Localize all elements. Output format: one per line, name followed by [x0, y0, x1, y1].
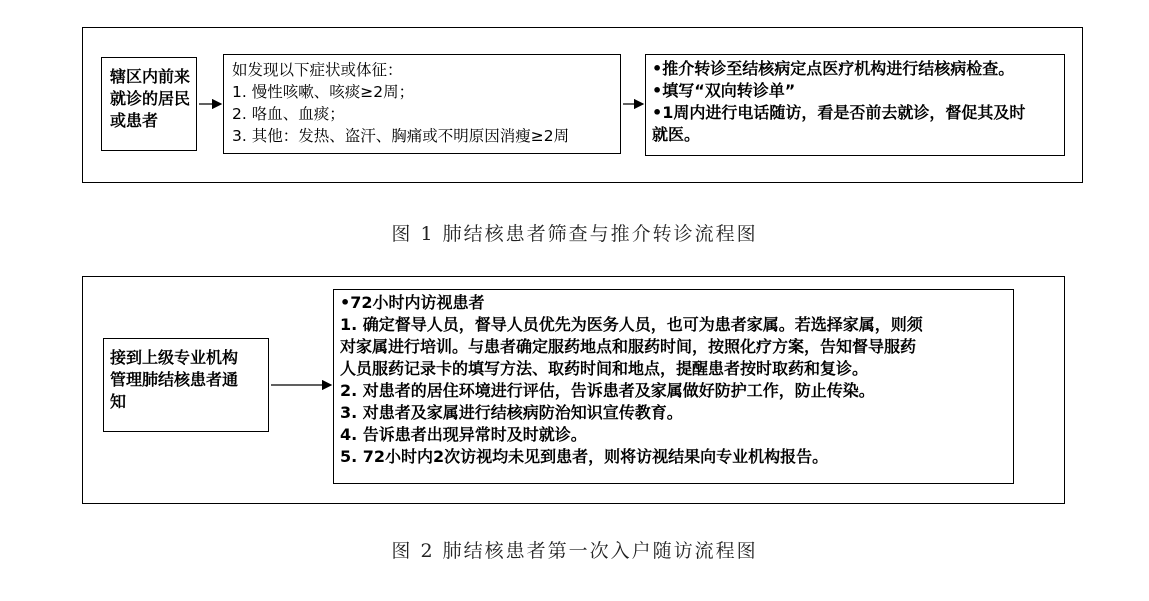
figure1-symptom-line: 2. 咯血、血痰； [232, 105, 345, 123]
figure2-visit-title: •72小时内访视患者 [340, 293, 485, 312]
figure2-visit-line: 3. 对患者及家属进行结核病防治知识宣传教育。 [340, 403, 683, 422]
figure2-caption: 图 2 肺结核患者第一次入户随访流程图 [391, 540, 758, 562]
figure1-box-resident-line: 或患者 [110, 111, 159, 130]
figure1-box-resident-line: 辖区内前来 [110, 67, 191, 86]
figure2-box-notice-line: 管理肺结核患者通 [110, 370, 239, 389]
figure2-box-notice-line: 接到上级专业机构 [110, 348, 239, 367]
figure2-visit-line: 对家属进行培训。与患者确定服药地点和服药时间，按照化疗方案，告知督导服药 [340, 337, 917, 356]
figure2-box-notice-line: 知 [110, 392, 127, 411]
figure1-symptom-line: 3. 其他：发热、盗汗、胸痛或不明原因消瘦≥2周 [232, 127, 570, 145]
figure2-visit-line: 人员服药记录卡的填写方法、取药时间和地点，提醒患者按时取药和复诊。 [340, 359, 869, 378]
figure1-box-resident-line: 就诊的居民 [110, 89, 191, 108]
figure2-visit-line: 4. 告诉患者出现异常时及时就诊。 [340, 425, 587, 444]
figure1-caption: 图 1 肺结核患者筛查与推介转诊流程图 [391, 223, 758, 245]
figure1-referral-line: •推介转诊至结核病定点医疗机构进行结核病检查。 [652, 59, 1015, 78]
figure2-visit-line: 5. 72小时内2次访视均未见到患者，则将访视结果向专业机构报告。 [340, 447, 829, 466]
figure2-visit-line: 2. 对患者的居住环境进行评估，告诉患者及家属做好防护工作，防止传染。 [340, 381, 875, 400]
figure1-referral-line: •1周内进行电话随访，看是否前去就诊，督促其及时 [652, 103, 1026, 122]
figure1-symptom-line: 如发现以下症状或体征： [232, 61, 403, 79]
figure1-referral-line: 就医。 [652, 125, 701, 144]
figure2-visit-line: 1. 确定督导人员，督导人员优先为医务人员，也可为患者家属。若选择家属，则须 [340, 315, 923, 334]
figure1-referral-line: •填写“双向转诊单” [652, 81, 796, 100]
figure1-symptom-line: 1. 慢性咳嗽、咳痰≥2周； [232, 83, 415, 101]
